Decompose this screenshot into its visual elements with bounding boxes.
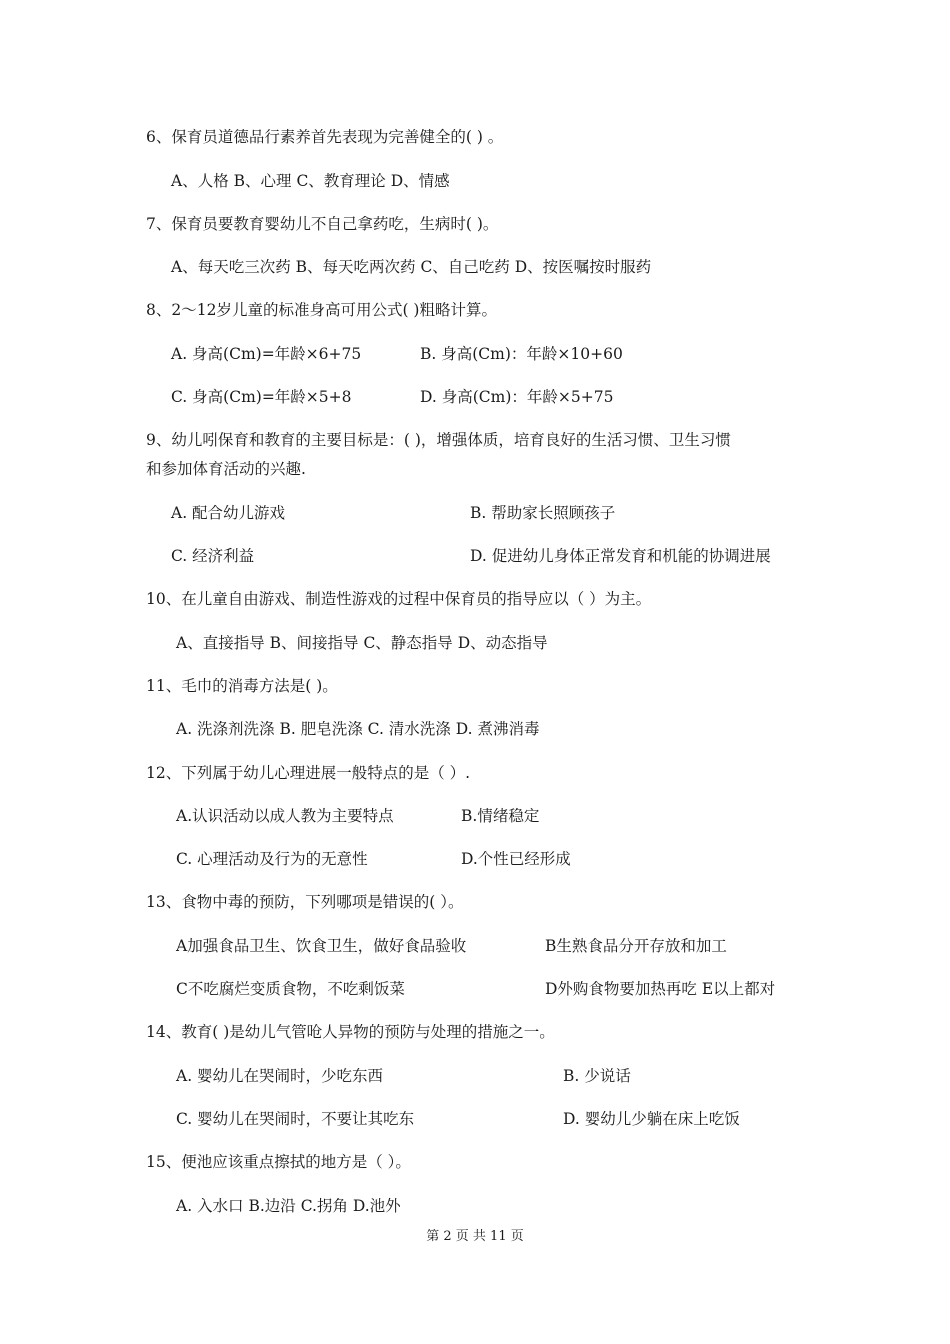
question-13-option-c: C不吃腐烂变质食物，不吃剩饭菜 (176, 980, 405, 998)
question-8-option-c: C. 身高(Cm)=年龄×5+8 (171, 388, 352, 406)
question-14-stem: 14、教育( )是幼儿气管呛人异物的预防与处理的措施之一。 (146, 1023, 555, 1041)
question-9-option-d: D. 促进幼儿身体正常发育和机能的协调进展 (470, 547, 771, 565)
question-12-option-d: D.个性已经形成 (461, 850, 571, 868)
question-9-option-c: C. 经济利益 (171, 547, 255, 565)
question-8-option-a: A. 身高(Cm)=年龄×6+75 (171, 345, 362, 363)
question-14-option-d: D. 婴幼儿少躺在床上吃饭 (563, 1110, 740, 1128)
question-6-options: A、人格 B、心理 C、教育理论 D、情感 (171, 172, 450, 190)
page-number: 第 2 页 共 11 页 (426, 1229, 524, 1244)
question-11-options: A. 洗涤剂洗涤 B. 肥皂洗涤 C. 清水洗涤 D. 煮沸消毒 (176, 720, 540, 738)
question-11-stem: 11、毛巾的消毒方法是( )。 (146, 677, 338, 695)
question-7-options: A、每天吃三次药 B、每天吃两次药 C、自己吃药 D、按医嘱按时服药 (171, 258, 652, 276)
question-9-option-a: A. 配合幼儿游戏 (171, 504, 286, 522)
question-10-options: A、直接指导 B、间接指导 C、静态指导 D、动态指导 (176, 634, 548, 652)
question-13-stem: 13、食物中毒的预防，下列哪项是错误的( ）。 (146, 893, 464, 911)
question-13-option-a: A加强食品卫生、饮食卫生，做好食品验收 (176, 937, 467, 955)
question-13-option-b: B生熟食品分开存放和加工 (545, 937, 727, 955)
question-6-stem: 6、保育员道德品行素养首先表现为完善健全的( ) 。 (146, 128, 504, 146)
question-8-option-b: B. 身高(Cm)：年龄×10+60 (420, 345, 623, 363)
question-8-option-d: D. 身高(Cm)：年龄×5+75 (420, 388, 614, 406)
question-12-option-b: B.情绪稳定 (461, 807, 540, 825)
question-13-option-d: D外购食物要加热再吃 E以上都对 (545, 980, 776, 998)
question-7-stem: 7、保育员要教育婴幼儿不自己拿药吃，生病时( )。 (146, 215, 499, 233)
question-9-option-b: B. 帮助家长照顾孩子 (470, 504, 616, 522)
question-14-option-a: A. 婴幼儿在哭闹时，少吃东西 (176, 1067, 384, 1085)
question-10-stem: 10、在儿童自由游戏、制造性游戏的过程中保育员的指导应以（ ）为主。 (146, 590, 652, 608)
question-12-option-c: C. 心理活动及行为的无意性 (176, 850, 368, 868)
question-15-stem: 15、便池应该重点擦拭的地方是（ ）。 (146, 1153, 411, 1171)
question-9-stem: 9、幼儿吲保育和教育的主要目标是：( )，增强体质，培育良好的生活习惯、卫生习惯 (146, 431, 731, 449)
question-14-option-c: C. 婴幼儿在哭闹时，不要让其吃东 (176, 1110, 415, 1128)
question-9-stem-continued: 和参加体育活动的兴趣. (146, 460, 306, 478)
question-14-option-b: B. 少说话 (563, 1067, 631, 1085)
question-8-stem: 8、2～12岁儿童的标准身高可用公式( )粗略计算。 (146, 301, 497, 319)
question-12-option-a: A.认识活动以成人教为主要特点 (176, 807, 394, 825)
question-15-options: A. 入水口 B.边沿 C.拐角 D.池外 (176, 1197, 401, 1215)
question-12-stem: 12、下列属于幼儿心理进展一般特点的是（ ）. (146, 764, 471, 782)
